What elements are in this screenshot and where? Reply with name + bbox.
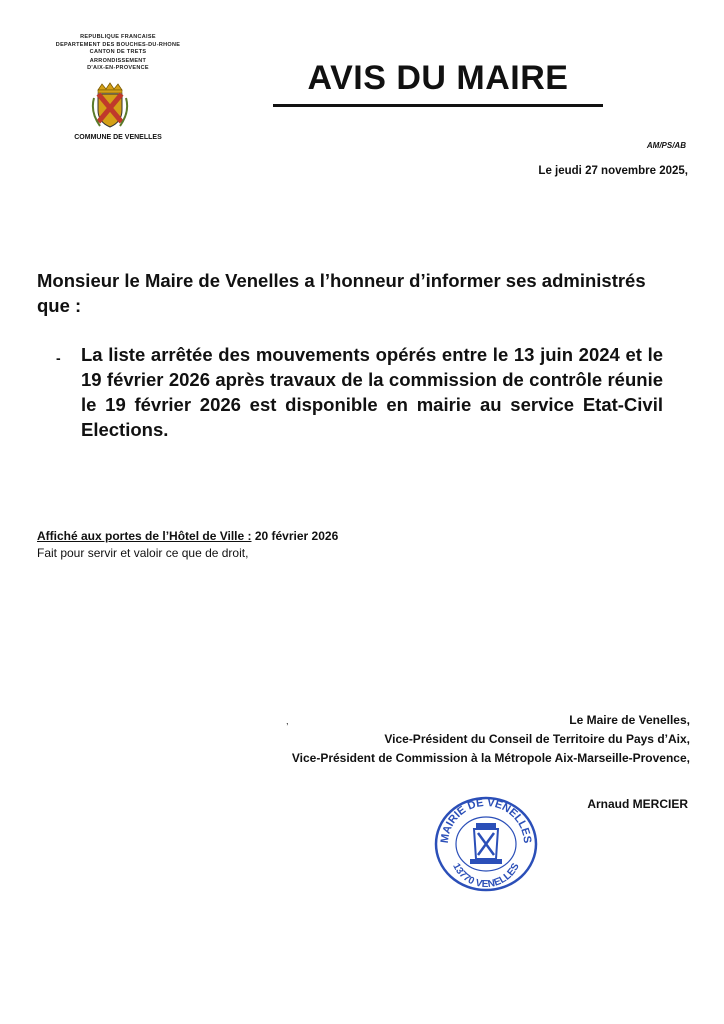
intro-paragraph: Monsieur le Maire de Venelles a l’honneur d’informer ses administrés que : bbox=[37, 270, 646, 316]
arrondissement-label-2: D'AIX-EN-PROVENCE bbox=[87, 65, 149, 71]
reference-code: AM/PS/AB bbox=[646, 141, 686, 150]
notice-item: La liste arrêtée des mouvements opérés entre le 13 juin 2024 et le 19 février 2026 après travaux de la commission de contrôle réunie le 19 février 2026 est disponible en mairie au service Etat-Civil Elections. bbox=[81, 344, 663, 440]
arrondissement-label: ARRONDISSEMENT bbox=[89, 58, 147, 64]
stamp-bottom-text: 13770 VENELLES bbox=[450, 861, 522, 891]
mairie-stamp bbox=[430, 793, 542, 895]
posting-date: 20 février 2026 bbox=[251, 529, 339, 543]
posting-line bbox=[37, 529, 338, 543]
closing-formula: Fait pour servir et valoir ce que de droit, bbox=[37, 546, 249, 560]
stamp-top-text: MAIRIE DE VENELLES bbox=[438, 796, 534, 844]
signer-title-3: Vice-Président de Commission à la Métropole Aix-Marseille-Provence, bbox=[291, 751, 690, 765]
canton-label: CANTON DE TRETS bbox=[89, 49, 147, 55]
signer-title-2: Vice-Président du Conseil de Territoire du Pays d’Aix, bbox=[384, 732, 690, 746]
republic-label: REPUBLIQUE FRANCAISE bbox=[80, 34, 156, 40]
stamp-emblem-icon bbox=[470, 823, 502, 864]
bullet-marker: - bbox=[56, 350, 61, 366]
department-label: DEPARTEMENT DES BOUCHES-DU-RHONE bbox=[55, 42, 181, 48]
title-block bbox=[273, 58, 603, 107]
document-date: Le jeudi 27 novembre 2025, bbox=[538, 165, 688, 177]
posting-label: Affiché aux portes de l’Hôtel de Ville : bbox=[37, 529, 252, 543]
page-title: AVIS DU MAIRE bbox=[307, 59, 569, 97]
commune-label: COMMUNE DE VENELLES bbox=[74, 134, 162, 141]
coat-of-arms-icon bbox=[90, 82, 130, 130]
signature-block bbox=[130, 711, 690, 768]
signer-name: Arnaud MERCIER bbox=[587, 797, 688, 811]
stray-mark: , bbox=[286, 716, 289, 726]
signer-title-1: Le Maire de Venelles, bbox=[569, 713, 690, 727]
